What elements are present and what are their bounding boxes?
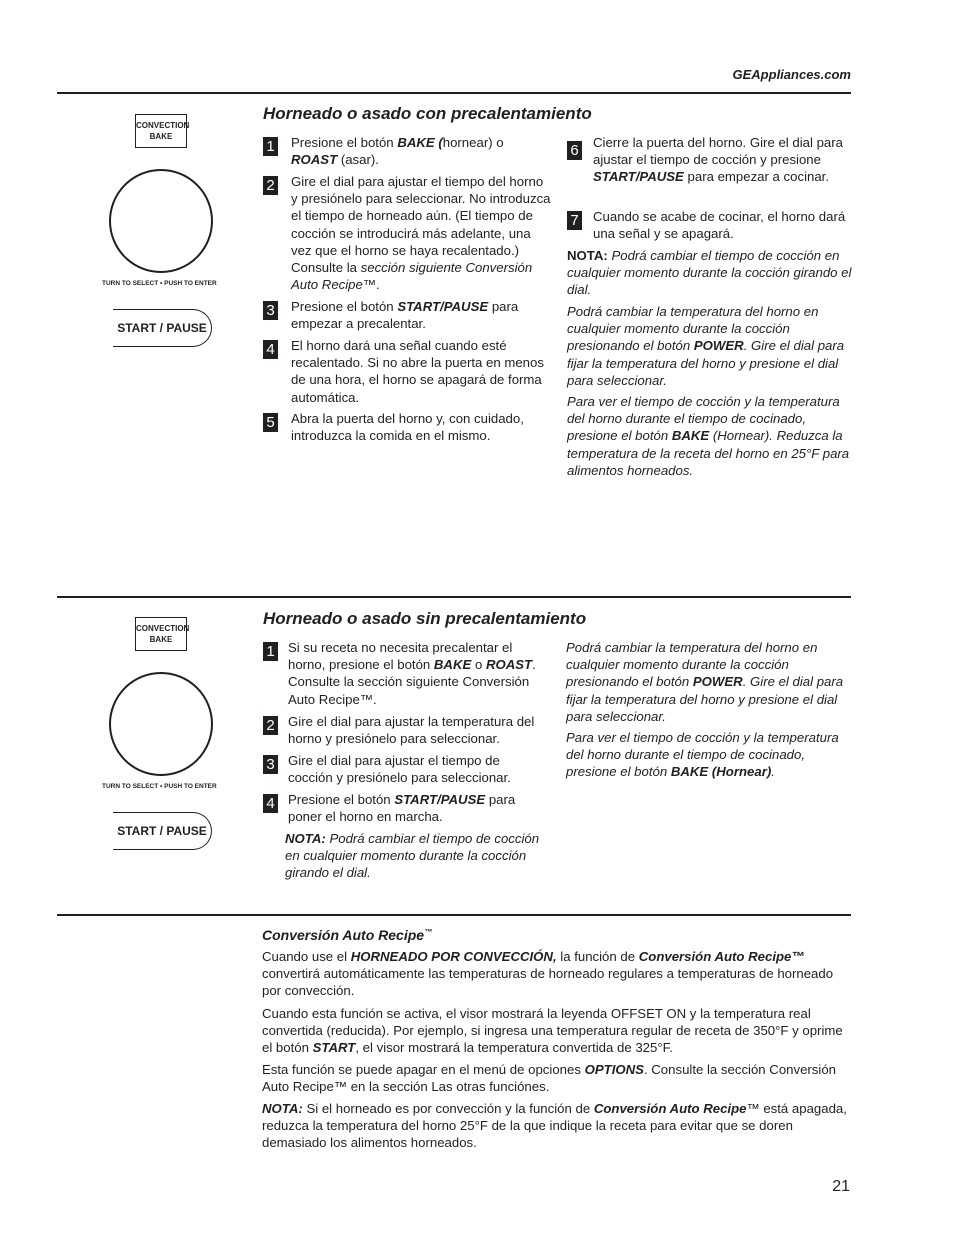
step-number: 3: [263, 755, 278, 774]
section-divider: [57, 596, 851, 598]
control-panel-illustration: [100, 112, 230, 352]
step-number: 7: [567, 211, 582, 230]
step-2: 2 Gire el dial para ajustar el tiempo del horno y presiónelo para seleccionar. No introduzca el tiempo de horneado aún. (El tiempo de cocción se introducirá más adelante, una vez que el horno se haya recalentado.) Consulte la sección siguiente Conversión Auto Recipe™.: [263, 173, 553, 293]
step-4: 4 Presione el botón START/PAUSE para poner el horno en marcha.: [263, 791, 548, 825]
conversion-paragraph-2: Cuando esta función se activa, el visor mostrará la leyenda OFFSET ON y la temperatura real convertida (reducida). Por ejemplo, si ingresa una temperatura regular de receta de 350°F y oprime el botón START, el visor mostrará la temperatura convertida de 325°F.: [262, 1006, 843, 1056]
step-number: 2: [263, 176, 278, 195]
section-divider: [57, 914, 851, 916]
step-5: 5 Abra la puerta del horno y, con cuidado, introduzca la comida en el mismo.: [263, 410, 553, 444]
step-2: 2 Gire el dial para ajustar la temperatura del horno y presiónelo para seleccionar.: [263, 713, 548, 747]
step-number: 4: [263, 794, 278, 813]
step-4: 4 El horno dará una señal cuando esté recalentado. Si no abre la puerta en menos de una hora, el horno se apagará de forma automática.: [263, 337, 553, 406]
dial-knob: [109, 169, 213, 273]
step-number: 3: [263, 301, 278, 320]
control-panel-illustration: [100, 615, 230, 855]
step-6: 6 Cierre la puerta del horno. Gire el dial para ajustar el tiempo de cocción y presione START/PAUSE para empezar a cocinar.: [567, 134, 852, 186]
step-number: 2: [263, 716, 278, 735]
temperature-paragraph: Podrá cambiar la temperatura del horno en cualquier momento durante la cocción presionando el botón POWER. Gire el dial para fijar la temperatura del horno y presione el dial para seleccionar.: [566, 640, 844, 724]
site-url: GEAppliances.com: [732, 67, 851, 82]
conversion-note: NOTA: Si el horneado es por convección y la función de Conversión Auto Recipe™ está apagada, reduzca la temperatura del horno 25°F de la que indique la receta para evitar que se doren demasiado los alimentos horneados.: [262, 1101, 847, 1151]
step-1: 1 Si su receta no necesita precalentar el horno, presione el botón BAKE o ROAST. Consulte la sección siguiente Conversión Auto Recipe™.: [263, 639, 548, 708]
dial-knob: [109, 672, 213, 776]
step-7: 7 Cuando se acabe de cocinar, el horno dará una señal y se apagará.: [567, 208, 852, 242]
convection-bake-key: CONVECTION BAKE: [135, 114, 187, 148]
step-3: 3 Presione el botón START/PAUSE para empezar a precalentar.: [263, 298, 553, 332]
page-number: 21: [832, 1178, 850, 1195]
step-3: 3 Gire el dial para ajustar el tiempo de cocción y presiónelo para seleccionar.: [263, 752, 548, 786]
section-title: Conversión Auto Recipe™: [262, 927, 433, 943]
temperature-paragraph: Podrá cambiar la temperatura del horno en cualquier momento durante la cocción presionando el botón POWER. Gire el dial para fijar la temperatura del horno y presione el dial para seleccionar.: [567, 304, 845, 388]
section-title: Horneado o asado sin precalentamiento: [263, 609, 587, 628]
dial-label: TURN TO SELECT • PUSH TO ENTER: [102, 280, 217, 287]
note-paragraph: NOTA: Podrá cambiar el tiempo de cocción en cualquier momento durante la cocción girando el dial.: [567, 248, 852, 298]
section-divider: [57, 92, 851, 94]
step-number: 1: [263, 137, 278, 156]
conversion-paragraph-3: Esta función se puede apagar en el menú de opciones OPTIONS. Consulte la sección Conversión Auto Recipe™ en la sección Las otras funciónes.: [262, 1062, 837, 1095]
step-number: 6: [567, 141, 582, 160]
dial-label: TURN TO SELECT • PUSH TO ENTER: [102, 783, 217, 790]
convection-bake-key: CONVECTION BAKE: [135, 617, 187, 651]
start-pause-key: START / PAUSE: [113, 812, 212, 850]
section-title: Horneado o asado con precalentamiento: [263, 104, 592, 123]
view-time-paragraph: Para ver el tiempo de cocción y la temperatura del horno durante el tiempo de cocinado, presione el botón BAKE (Hornear).: [566, 730, 839, 780]
note-paragraph: NOTA: Podrá cambiar el tiempo de cocción en cualquier momento durante la cocción girando el dial.: [285, 831, 540, 881]
step-number: 4: [263, 340, 278, 359]
step-number: 5: [263, 413, 278, 432]
step-number: 1: [263, 642, 278, 661]
step-1: 1 Presione el botón BAKE (hornear) o ROAST (asar).: [263, 134, 553, 168]
conversion-paragraph-1: Cuando use el HORNEADO POR CONVECCIÓN, la función de Conversión Auto Recipe™ convertirá automáticamente las temperaturas de horneado regulares a temperaturas de horneado por convección.: [262, 949, 834, 999]
start-pause-key: START / PAUSE: [113, 309, 212, 347]
view-time-paragraph: Para ver el tiempo de cocción y la temperatura del horno durante el tiempo de cocinado, presione el botón BAKE (Hornear). Reduzca la temperatura de la receta del horno en 25°F para alimentos horneados.: [567, 394, 850, 478]
